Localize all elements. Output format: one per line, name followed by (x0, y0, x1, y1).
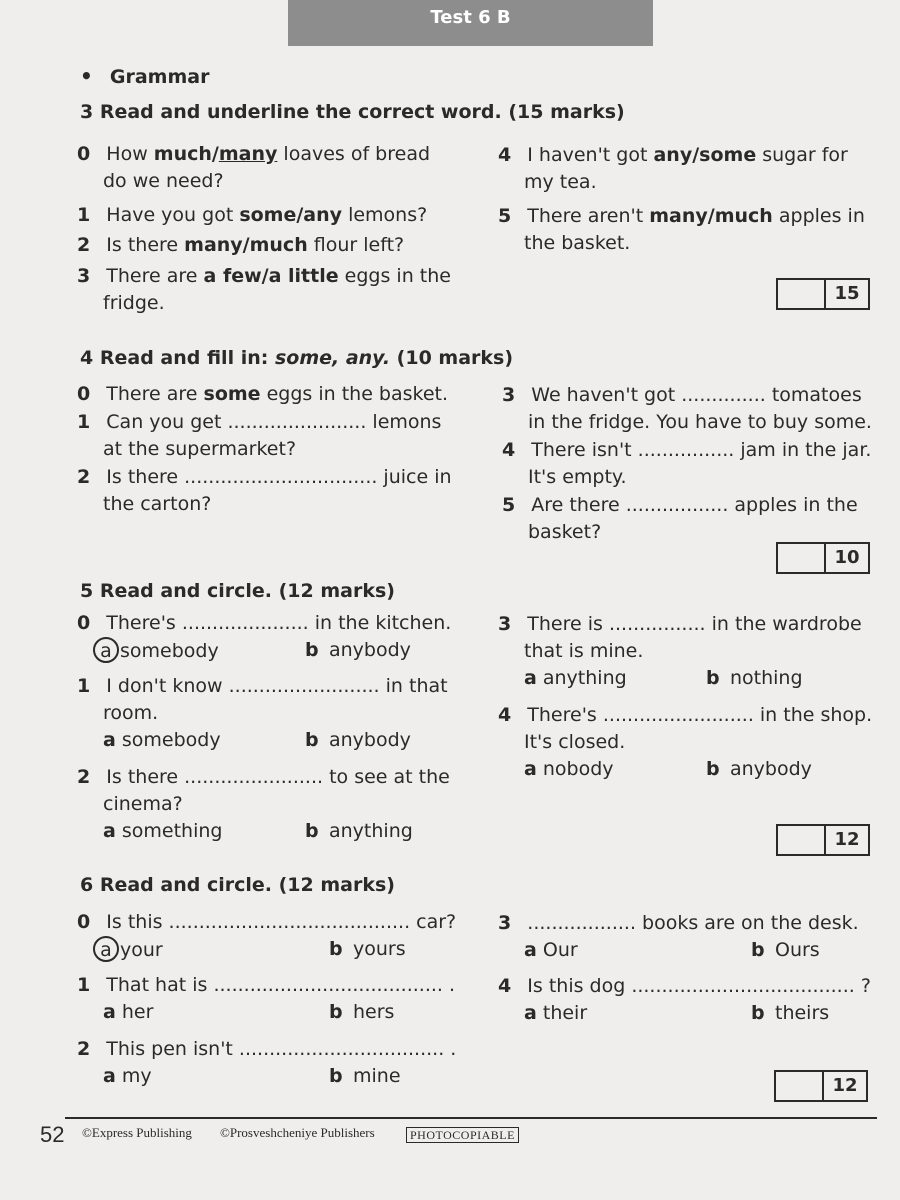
score-total: 12 (834, 829, 860, 850)
score-blank[interactable] (778, 280, 826, 308)
exercise-4-heading: 4 Read and fill in: some, any. (10 marks) (80, 347, 514, 369)
ex4-item-4: 4 There isn't ................ jam in the jar. It's empty. (502, 439, 872, 488)
ex3-item-1: 1 Have you got some/any lemons? (77, 204, 428, 226)
ex5-item-3: 3 There is ................ in the wardrobe that is mine. a anything b nothing (498, 613, 862, 689)
ex5-item-2: 2 Is there ....................... to see at the cinema? a something b anything (77, 766, 450, 842)
exercise-3-heading: 3 Read and underline the correct word. (15 marks) (80, 101, 625, 123)
ex3-item-0: 0 How much/many loaves of bread do we need? (77, 143, 431, 192)
score-total: 12 (832, 1075, 858, 1096)
footer-divider (65, 1117, 877, 1119)
page-number: 52 (40, 1122, 65, 1147)
ex3-item-2: 2 Is there many/much flour left? (77, 234, 405, 256)
score-total: 15 (834, 283, 860, 304)
ex3-item-4: 4 I haven't got any/some sugar for my tea. (498, 144, 848, 193)
ex6-item-3: 3 .................. books are on the desk. a Our b Ours (498, 912, 859, 961)
score-box-ex3[interactable] (776, 278, 870, 310)
ex6-item-2: 2 This pen isn't .................................. . a my b mine (77, 1038, 457, 1087)
ex3-item-3: 3 There are a few/a little eggs in the fridge. (77, 265, 451, 314)
score-blank[interactable] (778, 544, 826, 572)
grammar-heading: • Grammar (80, 64, 210, 88)
publisher-credit-2: ©Prosveshcheniye Publishers (220, 1125, 375, 1140)
ex3-item-5: 5 There aren't many/much apples in the basket. (498, 205, 865, 254)
ex6-item-0: 0 Is this ........................................ car? a your b yours (77, 911, 457, 961)
photocopiable-label: PHOTOCOPIABLE (406, 1127, 519, 1143)
ex4-item-5: 5 Are there ................. apples in the basket? (502, 494, 858, 543)
ex5-item-1: 1 I don't know ......................... in that room. a somebody b anybody (77, 675, 448, 751)
score-blank[interactable] (776, 1072, 824, 1100)
ex6-item-1: 1 That hat is ...................................... . a her b hers (77, 974, 456, 1023)
test-title: Test 6 B (288, 0, 653, 46)
score-box-ex5[interactable] (776, 824, 870, 856)
ex4-item-3: 3 We haven't got .............. tomatoes in the fridge. You have to buy some. (502, 384, 872, 433)
score-box-ex4[interactable] (776, 542, 870, 574)
ex5-item-4: 4 There's ......................... in the shop. It's closed. a nobody b anybody (498, 704, 873, 780)
bullet-icon: • (80, 64, 93, 88)
score-box-ex6[interactable] (774, 1070, 868, 1102)
ex4-item-2: 2 Is there ................................ juice in the carton? (77, 466, 452, 515)
ex4-item-0: 0 There are some eggs in the basket. (77, 383, 449, 405)
ex5-item-0: 0 There's ..................... in the kitchen. a somebody b anybody (77, 612, 452, 662)
ex6-item-4: 4 Is this dog ..................................... ? a their b theirs (498, 975, 871, 1024)
exercise-6-heading: 6 Read and circle. (12 marks) (80, 874, 395, 896)
ex4-item-1: 1 Can you get ....................... lemons at the supermarket? (77, 411, 442, 460)
publisher-credit-1: ©Express Publishing (82, 1125, 192, 1140)
score-blank[interactable] (778, 826, 826, 854)
circled-answer-a[interactable]: a your (93, 939, 163, 961)
circled-answer-a[interactable]: a somebody (93, 640, 219, 662)
score-total: 10 (834, 547, 860, 568)
exercise-5-heading: 5 Read and circle. (12 marks) (80, 580, 395, 602)
